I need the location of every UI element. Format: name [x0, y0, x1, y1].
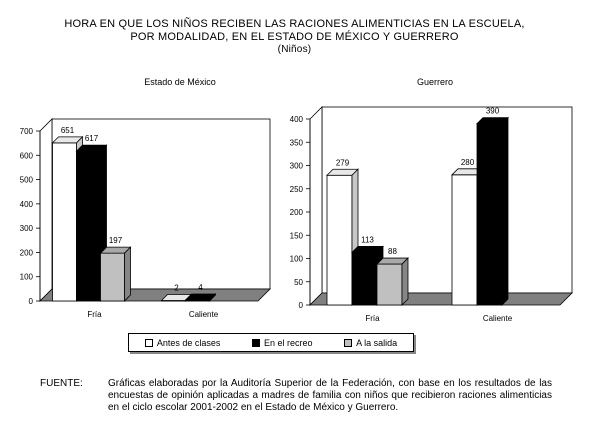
chart-title-line-2: POR MODALIDAD, EN EL ESTADO DE MÉXICO Y GUERRERO [130, 31, 459, 43]
y-tick-label: 200 [289, 208, 303, 217]
bar [77, 151, 101, 301]
bar [327, 175, 352, 305]
bar [101, 253, 125, 301]
chart-unit-label: (Niños) [277, 44, 312, 55]
legend-label: A la salida [356, 337, 398, 348]
y-tick-label: 0 [28, 297, 33, 306]
y-tick-label: 150 [289, 231, 303, 241]
legend-swatch-gray [344, 339, 352, 347]
data-label: 197 [108, 236, 123, 246]
y-tick-label: 700 [19, 127, 33, 136]
chart-1-title: Estado de México [144, 77, 216, 87]
chart-2-title: Guerrero [416, 77, 453, 87]
legend [128, 333, 414, 352]
source-label: FUENTE: [40, 378, 83, 389]
source-text: Gráficas elaboradas por la Auditoría Superior de la Federación, con base en los resultados de las encuestas de opinión aplicadas a madres de familia con niños que recibieron raciones alimenticias en el ciclo escolar 2001-2002 en el Estado de México y Guerrero. [108, 378, 552, 413]
data-label: 88 [388, 247, 397, 257]
y-tick-label: 50 [294, 277, 303, 287]
bar [53, 143, 77, 301]
bar [352, 252, 377, 305]
x-tick-label: Fría [365, 314, 380, 323]
bar [477, 124, 502, 305]
estado-de-mexico-chart [0, 105, 290, 325]
y-tick-label: 400 [289, 115, 303, 124]
legend-item-salida [344, 338, 397, 348]
chart-title-line-1: HORA EN QUE LOS NIÑOS RECIBEN LAS RACIONES ALIMENTICIAS EN LA ESCUELA, [64, 18, 525, 30]
y-tick-label: 100 [289, 254, 303, 264]
y-tick-label: 600 [19, 151, 33, 161]
data-label: 280 [460, 157, 475, 167]
plot-side-wall [310, 107, 322, 305]
y-tick-label: 0 [298, 301, 303, 310]
bar-side [402, 258, 408, 305]
y-tick-label: 350 [289, 138, 303, 148]
guerrero-chart [290, 95, 589, 325]
bar [377, 264, 402, 305]
bar-side [125, 247, 131, 301]
y-tick-label: 300 [19, 224, 33, 234]
y-tick-label: 250 [289, 184, 303, 194]
y-tick-label: 400 [19, 199, 33, 209]
bar [452, 175, 477, 305]
y-tick-label: 100 [19, 272, 33, 282]
legend-swatch-black [252, 339, 260, 347]
y-tick-label: 500 [19, 175, 33, 185]
legend-item-recreo [252, 338, 313, 348]
data-label: 651 [60, 125, 75, 135]
plot-side-wall [40, 119, 52, 301]
legend-label: Antes de clases [156, 337, 221, 348]
legend-item-antes [145, 338, 221, 348]
bar-side [502, 118, 508, 305]
legend-label: En el recreo [263, 337, 313, 348]
data-label: 390 [485, 106, 500, 116]
legend-swatch-white [145, 339, 153, 347]
data-label: 617 [84, 134, 99, 144]
y-tick-label: 300 [289, 161, 303, 171]
data-label: 113 [361, 235, 374, 245]
x-tick-label: Fría [87, 310, 102, 319]
x-tick-label: Caliente [482, 314, 513, 323]
data-label: 2 [174, 283, 179, 293]
y-tick-label: 200 [19, 248, 33, 258]
data-label: 4 [198, 283, 203, 293]
data-label: 279 [335, 158, 350, 168]
x-tick-label: Caliente [188, 310, 219, 319]
